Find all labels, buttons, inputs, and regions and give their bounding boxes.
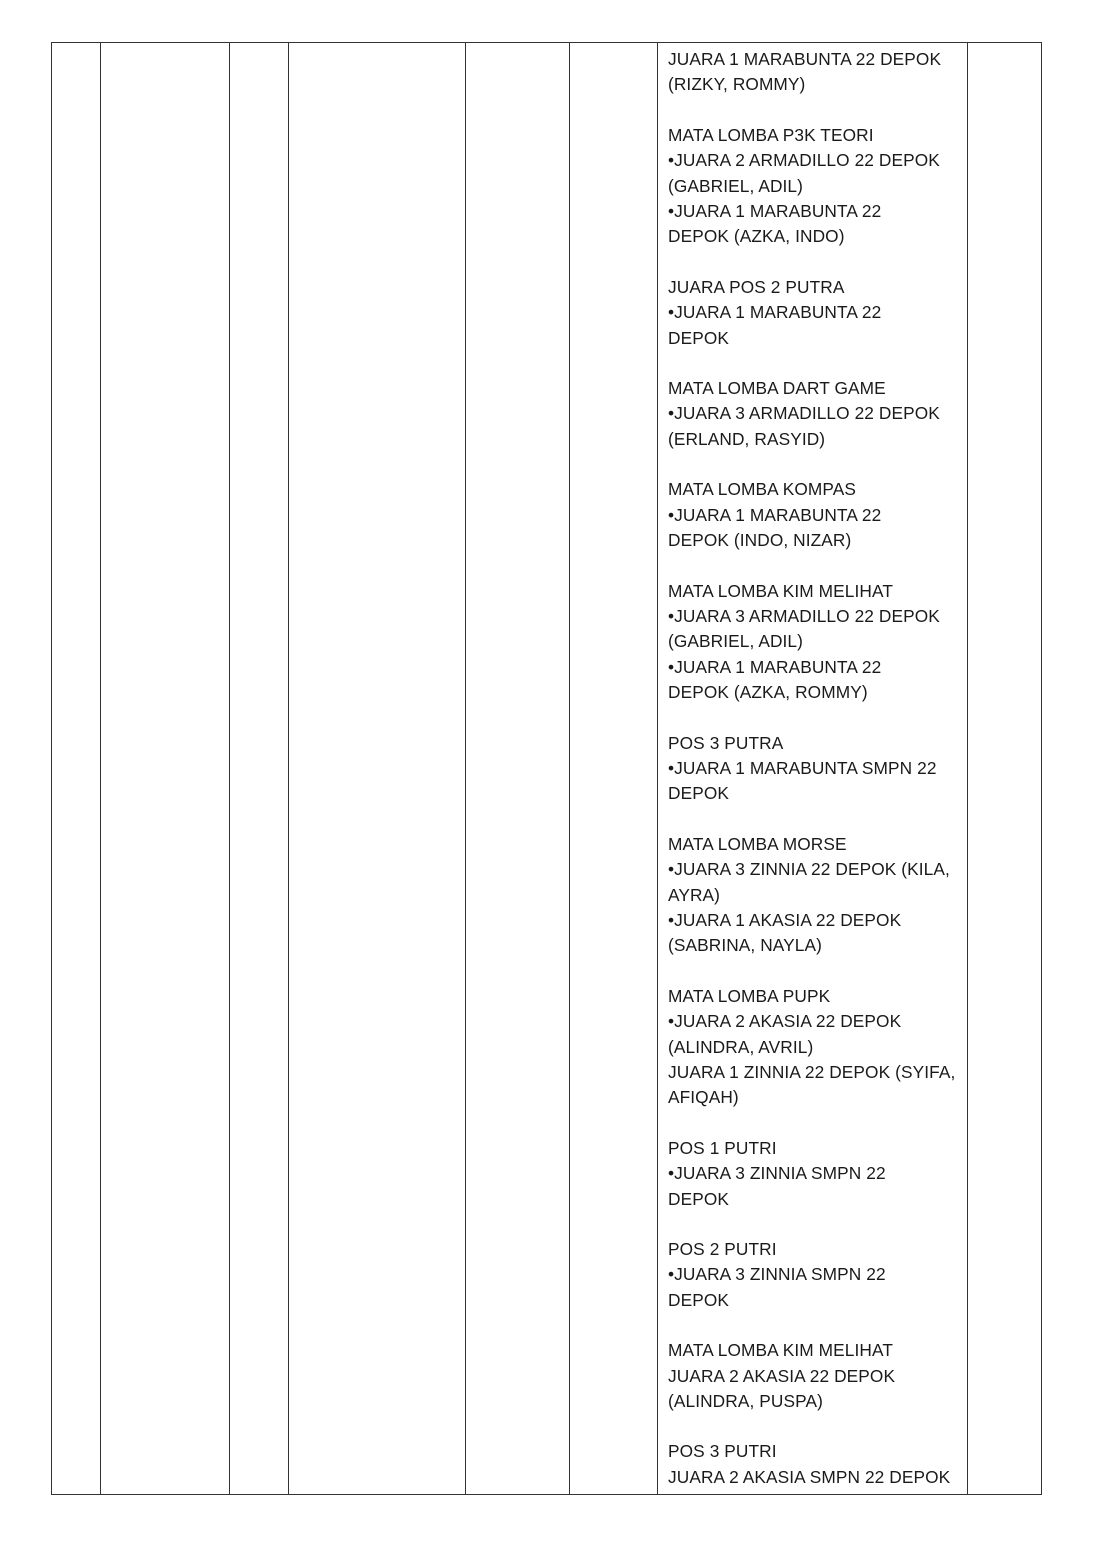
- result-line: •JUARA 1 MARABUNTA 22: [668, 504, 882, 525]
- result-block: [668, 832, 968, 959]
- result-line: POS 1 PUTRI: [668, 1137, 777, 1158]
- result-line: JUARA 1 MARABUNTA 22 DEPOK: [668, 49, 942, 69]
- result-line: MATA LOMBA P3K TEORI: [668, 124, 874, 145]
- result-block: [668, 731, 968, 807]
- result-block: [668, 984, 968, 1111]
- result-line: •JUARA 2 AKASIA 22 DEPOK: [668, 1011, 902, 1032]
- column-divider: [569, 43, 570, 1494]
- result-line: (RIZKY, ROMMY): [668, 74, 806, 95]
- result-block: [668, 1338, 968, 1414]
- column-divider: [100, 43, 101, 1494]
- result-line: DEPOK: [668, 1289, 730, 1310]
- result-line: (ALINDRA, AVRIL): [668, 1036, 814, 1057]
- result-line: MATA LOMBA KOMPAS: [668, 479, 856, 500]
- result-line: POS 3 PUTRI: [668, 1441, 777, 1462]
- result-line: •JUARA 3 ZINNIA SMPN 22: [668, 1163, 886, 1184]
- result-line: JUARA 2 AKASIA 22 DEPOK: [668, 1365, 896, 1386]
- result-line: JUARA 2 AKASIA SMPN 22 DEPOK: [668, 1466, 951, 1487]
- result-line: •JUARA 1 MARABUNTA 22: [668, 201, 882, 222]
- result-line: (ERLAND, RASYID): [668, 428, 826, 449]
- column-divider: [288, 43, 289, 1494]
- result-line: DEPOK (INDO, NIZAR): [668, 530, 852, 551]
- result-line: POS 3 PUTRA: [668, 732, 784, 753]
- result-line: (GABRIEL, ADIL): [668, 631, 803, 652]
- results-cell: [668, 43, 968, 1494]
- result-line: •JUARA 1 MARABUNTA 22: [668, 656, 882, 677]
- result-line: JUARA 1 ZINNIA 22 DEPOK (SYIFA,: [668, 1062, 956, 1082]
- result-line: •JUARA 3 ZINNIA 22 DEPOK (KILA,: [668, 859, 950, 880]
- result-block: [668, 579, 968, 706]
- result-line: •JUARA 3 ARMADILLO 22 DEPOK: [668, 403, 940, 424]
- column-divider: [465, 43, 466, 1494]
- result-block: [668, 376, 968, 452]
- result-line: AFIQAH): [668, 1087, 739, 1108]
- result-line: DEPOK: [668, 327, 730, 348]
- result-block: [668, 1439, 968, 1490]
- result-line: POS 2 PUTRI: [668, 1239, 777, 1260]
- column-divider: [657, 43, 658, 1494]
- result-line: (ALINDRA, PUSPA): [668, 1391, 823, 1412]
- result-line: DEPOK: [668, 783, 730, 804]
- result-line: MATA LOMBA PUPK: [668, 985, 831, 1006]
- result-line: •JUARA 2 ARMADILLO 22 DEPOK: [668, 150, 940, 171]
- result-line: (SABRINA, NAYLA): [668, 935, 822, 956]
- result-block: [668, 477, 968, 553]
- result-block: [668, 1136, 968, 1212]
- document-table: [51, 42, 1042, 1495]
- column-divider: [229, 43, 230, 1494]
- result-line: •JUARA 1 MARABUNTA 22: [668, 302, 882, 323]
- result-line: MATA LOMBA KIM MELIHAT: [668, 1340, 893, 1361]
- result-line: AYRA): [668, 884, 721, 905]
- result-line: •JUARA 3 ZINNIA SMPN 22: [668, 1264, 886, 1285]
- result-line: (GABRIEL, ADIL): [668, 175, 803, 196]
- result-line: •JUARA 1 MARABUNTA SMPN 22: [668, 757, 937, 778]
- result-block: [668, 47, 968, 98]
- result-line: •JUARA 1 AKASIA 22 DEPOK: [668, 909, 902, 930]
- result-block: [668, 275, 968, 351]
- result-line: JUARA POS 2 PUTRA: [668, 276, 845, 297]
- result-block: [668, 123, 968, 250]
- result-block: [668, 1237, 968, 1313]
- result-line: •JUARA 3 ARMADILLO 22 DEPOK: [668, 605, 940, 626]
- result-line: MATA LOMBA KIM MELIHAT: [668, 580, 893, 601]
- result-line: MATA LOMBA MORSE: [668, 833, 847, 854]
- result-line: DEPOK (AZKA, ROMMY): [668, 682, 868, 703]
- result-line: DEPOK (AZKA, INDO): [668, 226, 845, 247]
- result-line: DEPOK: [668, 1188, 730, 1209]
- result-line: MATA LOMBA DART GAME: [668, 378, 886, 399]
